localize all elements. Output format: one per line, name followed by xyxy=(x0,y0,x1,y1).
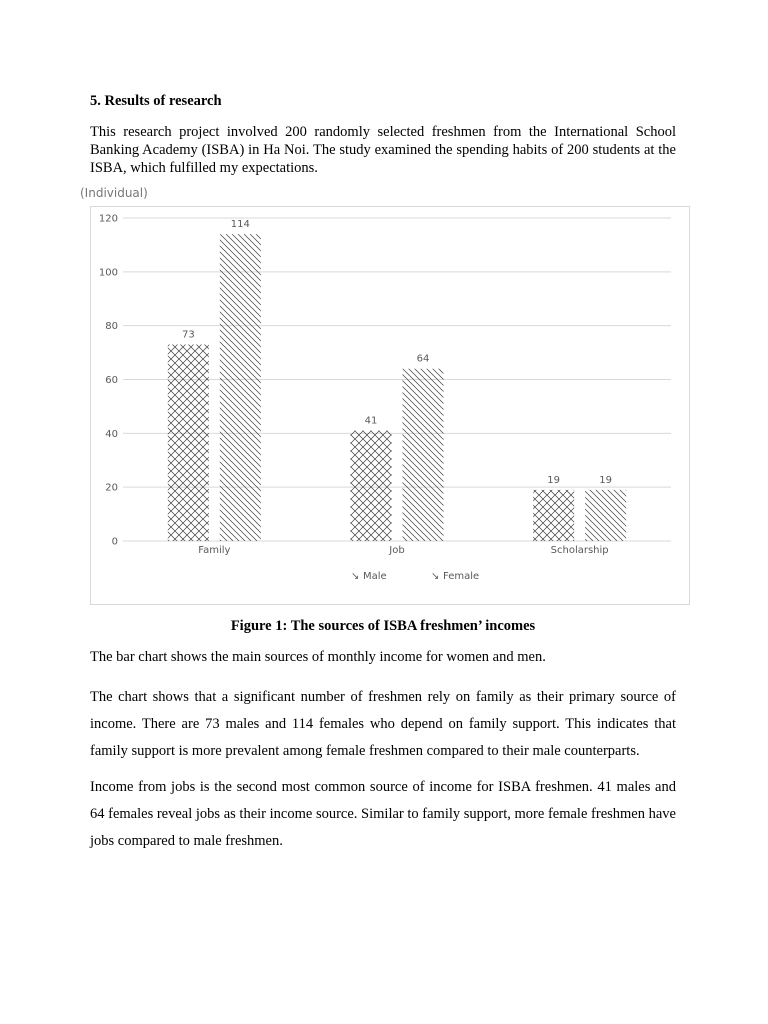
legend-swatch-female: ↘ xyxy=(431,571,440,582)
figure-caption: Figure 1: The sources of ISBA freshmen’ incomes xyxy=(230,618,536,634)
x-tick-label: Scholarship xyxy=(550,545,609,556)
body-paragraph-3: Income from jobs is the second most common source of income for ISBA freshmen. 41 males and 64 females reveal jobs as their income source. Similar to family support, more female freshmen have jobs compared to male freshmen. xyxy=(90,779,676,849)
bar-female-job xyxy=(403,369,444,541)
y-tick-label: 0 xyxy=(111,536,118,548)
legend-label-male: Male xyxy=(363,571,387,582)
bar-female-family xyxy=(220,234,261,541)
legend-label-female: Female xyxy=(443,571,480,582)
data-label: 19 xyxy=(547,474,561,486)
data-label: 19 xyxy=(599,474,613,486)
body-paragraph-1: The bar chart shows the main sources of monthly income for women and men. xyxy=(90,649,546,665)
y-axis-unit-label: (Individual) xyxy=(80,186,148,200)
y-tick-label: 80 xyxy=(105,321,118,333)
bars xyxy=(168,234,626,541)
y-tick-label: 100 xyxy=(98,267,118,279)
legend xyxy=(351,571,479,582)
intro-paragraph: This research project involved 200 randomly selected freshmen from the International School Banking Academy (ISBA) in Ha Noi. The study examined the spending habits of 200 students at the ISBA, which fulfilled my expectations. xyxy=(90,124,676,176)
data-label: 114 xyxy=(230,219,250,231)
body-paragraph-2: The chart shows that a significant number of freshmen rely on family as their primary source of income. There are 73 males and 114 females who depend on family support. This indicates that family support is more prevalent among female freshmen compared to their male counterparts. xyxy=(90,689,676,759)
bar-chart-svg xyxy=(91,207,689,604)
bar-male-family xyxy=(168,345,209,541)
bar-male-scholarship xyxy=(533,490,574,541)
data-label: 64 xyxy=(416,353,430,365)
bar-male-job xyxy=(351,431,392,541)
y-tick-label: 120 xyxy=(98,213,118,225)
bar-female-scholarship xyxy=(585,490,626,541)
y-tick-label: 60 xyxy=(105,375,118,386)
legend-swatch-male: ↘ xyxy=(351,571,360,582)
data-label: 41 xyxy=(364,415,378,427)
data-label: 73 xyxy=(181,329,195,341)
y-tick-label: 20 xyxy=(105,482,118,494)
section-heading: 5. Results of research xyxy=(90,93,222,109)
x-tick-label: Family xyxy=(198,545,231,556)
bar-chart xyxy=(90,206,690,605)
x-tick-label: Job xyxy=(389,545,405,556)
y-tick-label: 40 xyxy=(105,428,118,440)
